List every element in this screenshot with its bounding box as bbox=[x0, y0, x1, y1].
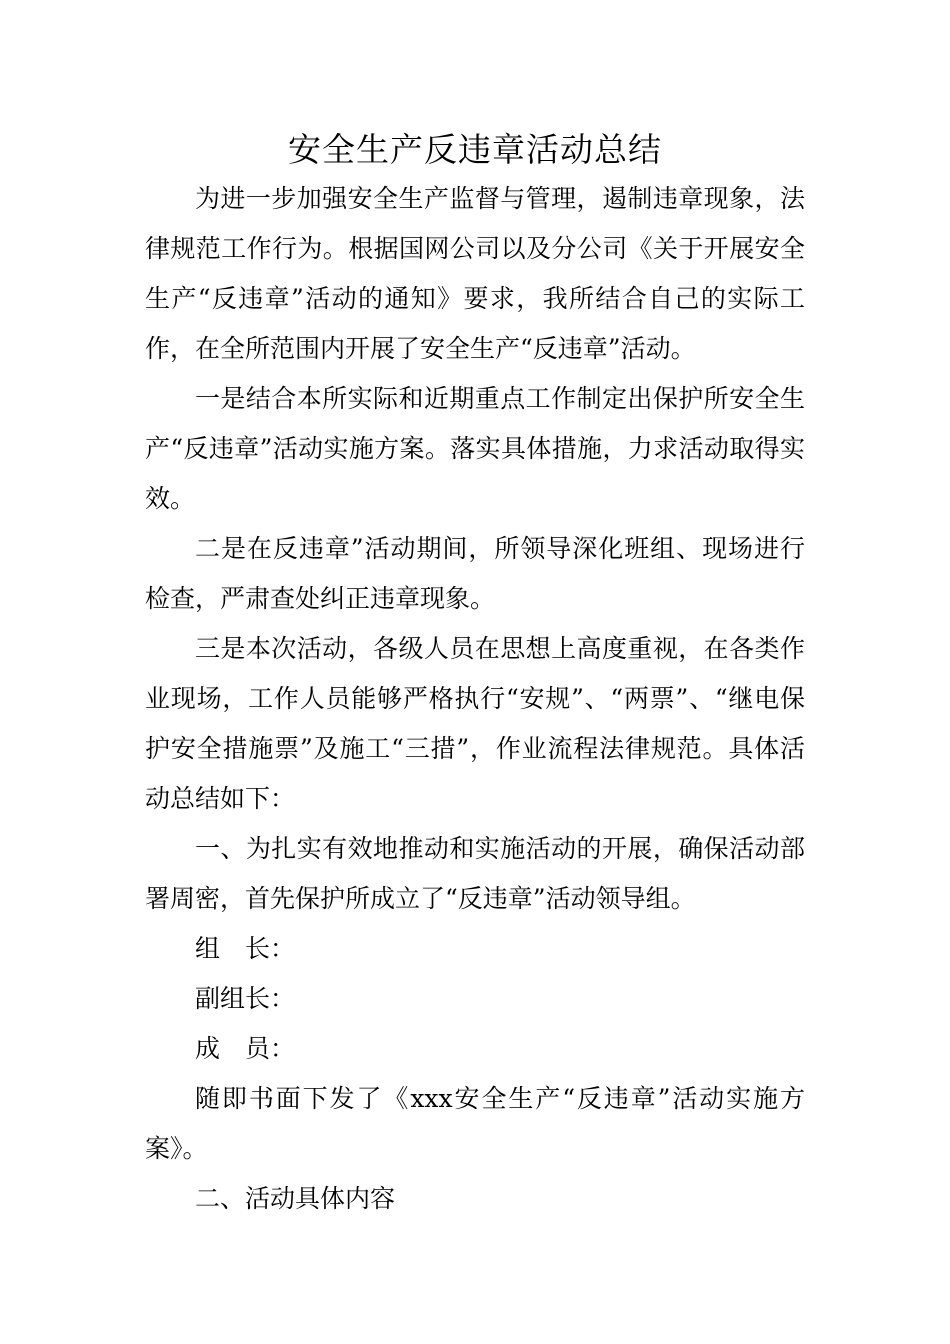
document-body bbox=[145, 174, 805, 1224]
paragraph-issued: 随即书面下发了《xxx安全生产“反违章”活动实施方案》。 bbox=[145, 1084, 805, 1163]
document-title: 安全生产反违章活动总结 bbox=[288, 130, 662, 169]
paragraph-intro: 为进一步加强安全生产监督与管理，遏制违章现象，法律规范工作行为。根据国网公司以及分公司《关于开展安全生产“反违章”活动的通知》要求，我所结合自己的实际工作，在全所范围内开展了安全生产“反违章”活动。 bbox=[145, 184, 805, 363]
paragraph-point-three: 三是本次活动，各级人员在思想上高度重视，在各类作业现场，工作人员能够严格执行“安规”、“两票”、“继电保护安全措施票”及施工“三措”，作业流程法律规范。具体活动总结如下： bbox=[145, 634, 805, 813]
section-two-heading: 二、活动具体内容 bbox=[195, 1184, 396, 1213]
deputy-leader-line: 副组长： bbox=[195, 984, 296, 1013]
group-leader-line: 组 长： bbox=[195, 934, 296, 963]
members-line: 成 员： bbox=[195, 1034, 296, 1063]
paragraph-point-two: 二是在反违章”活动期间，所领导深化班组、现场进行检查，严肃查处纠正违章现象。 bbox=[145, 534, 805, 613]
paragraph-point-one: 一是结合本所实际和近期重点工作制定出保护所安全生产“反违章”活动实施方案。落实具体措施，力求活动取得实效。 bbox=[145, 384, 805, 513]
paragraph-section-one: 一、为扎实有效地推动和实施活动的开展，确保活动部署周密，首先保护所成立了“反违章”活动领导组。 bbox=[145, 834, 805, 913]
